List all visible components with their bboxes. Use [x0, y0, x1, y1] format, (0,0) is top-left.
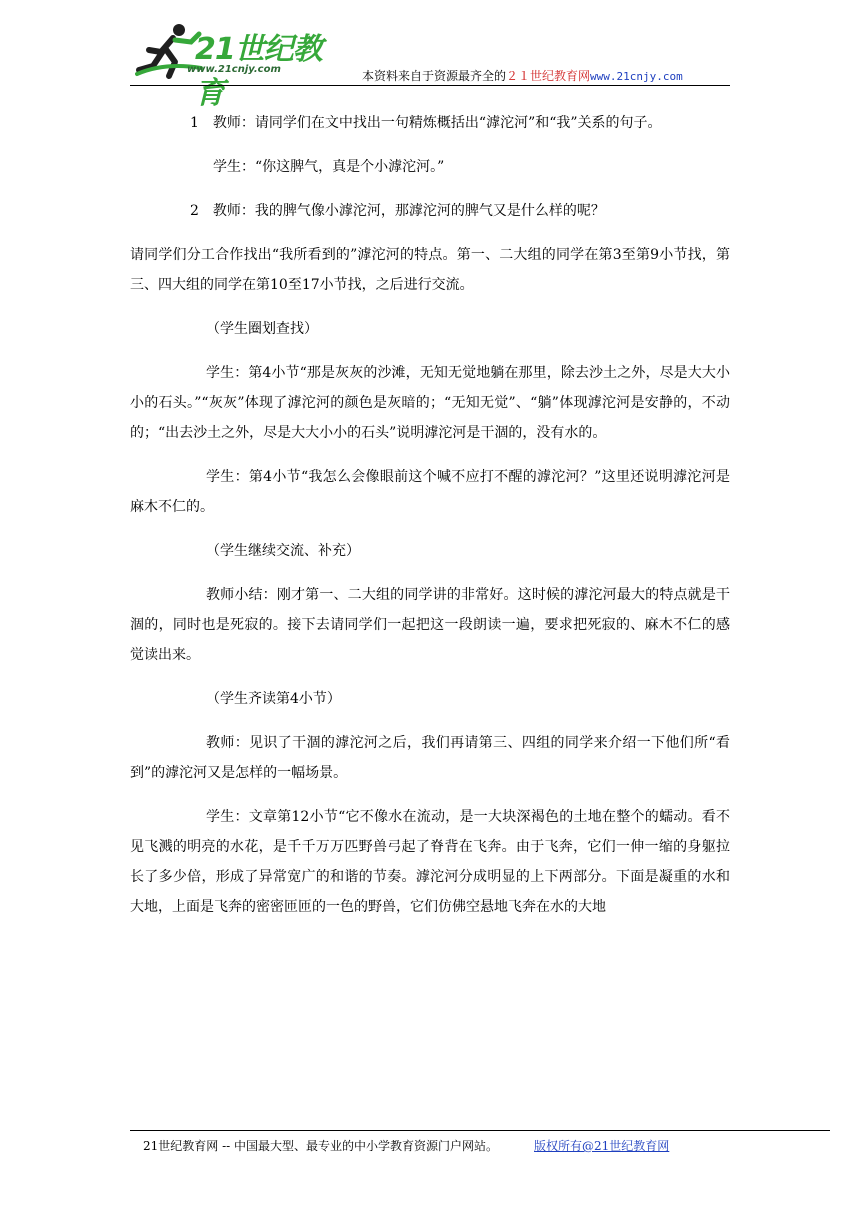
header-divider: [130, 85, 730, 86]
student-answer-4: 学生：文章第12小节“它不像水在流动，是一大块深褐色的土地在整个的蠕动。看不见飞溅的明亮的水花，是千千万万匹野兽弓起了脊背在飞奔。由于飞奔，它们一伸一缩的身躯拉长了多少倍，形成了异常宽广的和谐的节奏。滹沱河分成明显的上下两部分。下面是凝重的水和大地，上面是飞奔的密密匝匝的一色的野兽，它们仿佛空悬地飞奔在水的大地: [130, 809, 730, 915]
stage-direction: （学生齐读第4小节）: [206, 691, 341, 707]
stage-direction: （学生圈划查找）: [206, 321, 318, 337]
header-url-link[interactable]: www.21cnjy.com: [590, 70, 683, 83]
question-1: 1 教师：请同学们在文中找出一句精炼概括出“滹沱河”和“我”关系的句子。: [190, 115, 662, 131]
student-answer-2: 学生：第4小节“那是灰灰的沙滩，无知无觉地躺在那里，除去沙土之外，尽是大大小小的石头。”“灰灰”体现了滹沱河的颜色是灰暗的；“无知无觉”、“躺”体现滹沱河是安静的，不动的；“出去沙土之外，尽是大大小小的石头”说明滹沱河是干涸的，没有水的。: [130, 365, 730, 441]
copyright-link[interactable]: 版权所有@21世纪教育网: [534, 1139, 670, 1153]
stage-direction: （学生继续交流、补充）: [206, 543, 360, 559]
task-instruction: 请同学们分工合作找出“我所看到的”滹沱河的特点。第一、二大组的同学在第3至第9小节找，第三、四大组的同学在第10至17小节找，之后进行交流。: [130, 247, 730, 293]
header-brand-link[interactable]: ２１世纪教育网: [506, 69, 591, 83]
question-2: 2 教师：我的脾气像小滹沱河，那滹沱河的脾气又是什么样的呢？: [190, 203, 605, 219]
header-note-prefix: 本资料来自于资源最齐全的: [362, 69, 507, 83]
document-body: [130, 108, 730, 936]
header-note: [362, 67, 683, 84]
teacher-prompt: 教师：见识了干涸的滹沱河之后，我们再请第三、四组的同学来介绍一下他们所“看到”的滹沱河又是怎样的一幅场景。: [130, 735, 730, 781]
logo-text: 21世纪教育: [195, 32, 322, 111]
page-footer: [143, 1137, 669, 1154]
student-answer-1: 学生：“你这脾气，真是个小滹沱河。”: [213, 159, 445, 175]
logo-url: www.21cnjy.com: [187, 64, 281, 75]
teacher-summary: 教师小结：刚才第一、二大组的同学讲的非常好。这时候的滹沱河最大的特点就是干涸的，同时也是死寂的。接下去请同学们一起把这一段朗读一遍，要求把死寂的、麻木不仁的感觉读出来。: [130, 587, 730, 663]
footer-text: 21世纪教育网 -- 中国最大型、最专业的中小学教育资源门户网站。: [143, 1139, 499, 1153]
page-header: [0, 0, 860, 111]
footer-divider: [130, 1130, 830, 1131]
site-logo[interactable]: [135, 22, 345, 111]
student-answer-3: 学生：第4小节“我怎么会像眼前这个喊不应打不醒的滹沱河？”这里还说明滹沱河是麻木不仁的。: [130, 469, 730, 515]
